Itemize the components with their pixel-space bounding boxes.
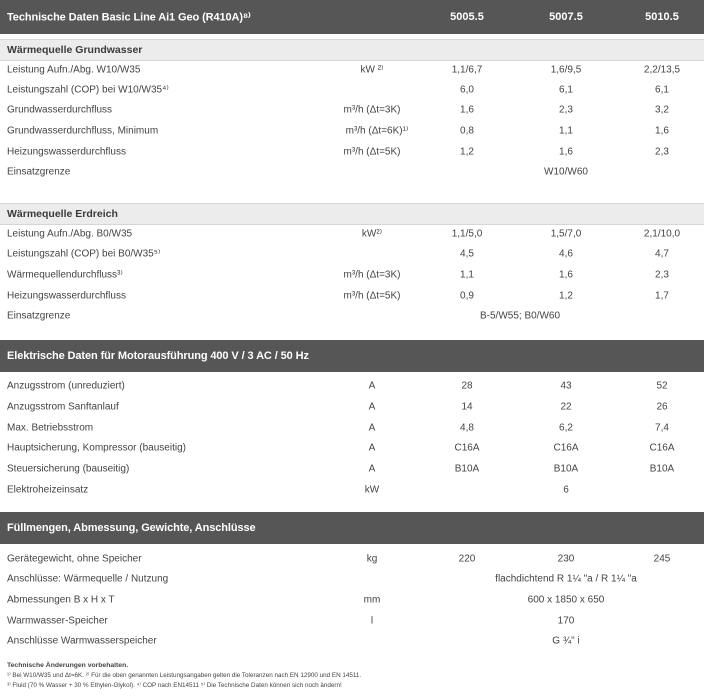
row-label: Wärmequellendurchfluss³⁾ (7, 269, 123, 281)
row-label: Heizungswasserdurchfluss (7, 146, 126, 158)
section-title: Füllmengen, Abmessung, Gewichte, Anschlüsse (7, 522, 256, 534)
table-row (0, 397, 704, 417)
table-row (0, 286, 704, 306)
value-5005: 1,1/6,7 (451, 64, 483, 76)
table-row (0, 611, 704, 631)
row-label: Leistung Aufn./Abg. B0/W35 (7, 228, 133, 240)
table-row (0, 244, 704, 264)
value-5007: 1,6/9,5 (550, 64, 582, 76)
row-label: Einsatzgrenze (7, 310, 71, 322)
value-5010: 245 (653, 553, 671, 565)
value-5010: B10A (649, 463, 675, 475)
table-row (0, 121, 704, 141)
value-5007: C16A (553, 442, 579, 454)
row-label: Abmessungen B x H x T (7, 594, 115, 606)
value-5005: 1,1/5,0 (451, 228, 483, 240)
value-5005: 4,5 (460, 248, 474, 260)
row-label: Leistungszahl (COP) bei B0/W35⁵⁾ (7, 248, 161, 260)
value-5005: B10A (454, 463, 480, 475)
row-unit: m³/h (Δt=3K) (343, 269, 401, 281)
value-5005: 1,6 (460, 104, 474, 116)
row-label: Steuersicherung (bauseitig) (7, 463, 130, 475)
table-header (0, 0, 704, 34)
merged-value: 6 (563, 484, 569, 496)
row-unit: A (368, 422, 376, 434)
value-5010: 1,6 (655, 125, 669, 137)
value-5005: 1,1 (460, 269, 474, 281)
row-unit: m³/h (Δt=3K) (343, 104, 401, 116)
row-label: Heizungswasserdurchfluss (7, 290, 126, 302)
value-5005: 220 (458, 553, 476, 565)
row-unit: A (368, 442, 376, 454)
footnote-line-2: ³⁾ Fluid (70 % Wasser + 30 % Ethylen-Glykol). ⁴⁾ COP nach EN14511 ⁵⁾ Die Technische Daten können sich noch ändern! (7, 682, 342, 689)
row-unit: l (370, 615, 374, 627)
value-5007: 1,5/7,0 (550, 228, 582, 240)
merged-value: W10/W60 (544, 166, 588, 178)
table-row (0, 60, 704, 80)
footnotes (7, 661, 697, 691)
value-5007: 4,6 (559, 248, 573, 260)
value-5007: 6,1 (559, 84, 573, 96)
row-label: Anschlüsse Warmwasserspeicher (7, 635, 157, 647)
row-label: Anzugsstrom (unreduziert) (7, 380, 125, 392)
value-5007: 22 (560, 401, 572, 413)
row-label: Anschlüsse: Wärmequelle / Nutzung (7, 573, 169, 585)
row-unit: kg (366, 553, 378, 565)
value-5007: 230 (557, 553, 575, 565)
merged-value: 170 (557, 615, 575, 627)
value-5007: 2,3 (559, 104, 573, 116)
row-label: Einsatzgrenze (7, 166, 71, 178)
value-5005: C16A (454, 442, 480, 454)
row-label: Max. Betriebsstrom (7, 422, 94, 434)
row-label: Grundwasserdurchfluss (7, 104, 113, 116)
row-unit: m³/h (Δt=5K) (343, 290, 401, 302)
row-unit: kW ²⁾ (360, 64, 384, 76)
value-5010: 1,7 (655, 290, 669, 302)
table-row (0, 549, 704, 569)
table-row (0, 265, 704, 285)
row-label: Leistungszahl (COP) bei W10/W35⁴⁾ (7, 84, 169, 96)
section-header-elektrisch (0, 340, 704, 372)
value-5007: 1,1 (559, 125, 573, 137)
value-5010: 2,1/10,0 (643, 228, 681, 240)
row-unit: mm (363, 594, 381, 606)
value-5005: 6,0 (460, 84, 474, 96)
value-5007: 43 (560, 380, 572, 392)
table-row (0, 376, 704, 396)
row-unit: kW²⁾ (361, 228, 383, 240)
row-label: Anzugsstrom Sanftanlauf (7, 401, 119, 413)
value-5010: 2,2/13,5 (643, 64, 681, 76)
row-unit: A (368, 401, 376, 413)
table-row (0, 306, 704, 326)
row-label: Hauptsicherung, Kompressor (bauseitig) (7, 442, 186, 454)
row-label: Gerätegewicht, ohne Speicher (7, 553, 142, 565)
section-header-fuellmengen (0, 512, 704, 544)
merged-value: 600 x 1850 x 650 (527, 594, 605, 606)
row-label: Leistung Aufn./Abg. W10/W35 (7, 64, 141, 76)
value-5010: 6,1 (655, 84, 669, 96)
table-row (0, 142, 704, 162)
merged-value: G ¾" i (552, 635, 580, 647)
table-row (0, 569, 704, 589)
footnote-line-1: ¹⁾ Bei W10/W35 und Δt=6K. ²⁾ Für die oben genannten Leistungsangaben gelten die Toleranzen nach EN 12900 und EN 14511. (7, 672, 362, 679)
value-5005: 14 (461, 401, 473, 413)
value-5010: 2,3 (655, 146, 669, 158)
row-label: Warmwasser-Speicher (7, 615, 108, 627)
value-5005: 0,9 (460, 290, 474, 302)
section-header-grundwasser (0, 39, 704, 61)
table-row (0, 100, 704, 120)
table-row (0, 438, 704, 458)
row-unit: A (368, 463, 376, 475)
value-5010: 4,7 (655, 248, 669, 260)
row-unit: A (368, 380, 376, 392)
section-title: Wärmequelle Grundwasser (7, 44, 143, 56)
value-5005: 28 (461, 380, 473, 392)
value-5007: 1,6 (559, 146, 573, 158)
row-unit: m³/h (Δt=6K)¹⁾ (345, 125, 409, 137)
merged-value: B-5/W55; B0/W60 (479, 310, 561, 322)
row-unit: m³/h (Δt=5K) (343, 146, 401, 158)
table-row (0, 418, 704, 438)
table-row (0, 480, 704, 500)
merged-value: flachdichtend R 1¼ "a / R 1¼ "a (495, 573, 637, 585)
value-5010: 3,2 (655, 104, 669, 116)
model-column-2: 5007.5 (549, 11, 583, 23)
footnote-heading: Technische Änderungen vorbehalten. (7, 662, 129, 669)
value-5005: 1,2 (460, 146, 474, 158)
value-5005: 0,8 (460, 125, 474, 137)
table-row (0, 590, 704, 610)
table-row (0, 80, 704, 100)
value-5005: 4,8 (460, 422, 474, 434)
value-5007: 1,6 (559, 269, 573, 281)
row-unit: kW (364, 484, 380, 496)
table-row (0, 459, 704, 479)
table-row (0, 631, 704, 651)
value-5010: 7,4 (655, 422, 669, 434)
section-title: Elektrische Daten für Motorausführung 400 V / 3 AC / 50 Hz (7, 350, 309, 362)
section-title: Wärmequelle Erdreich (7, 208, 118, 220)
value-5007: B10A (553, 463, 579, 475)
table-title: Technische Daten Basic Line Ai1 Geo (R410A)⁸⁾ (7, 11, 251, 24)
value-5010: 2,3 (655, 269, 669, 281)
section-header-erdreich (0, 203, 704, 225)
value-5010: C16A (649, 442, 675, 454)
value-5010: 26 (656, 401, 668, 413)
value-5010: 52 (656, 380, 668, 392)
table-row (0, 162, 704, 182)
model-column-3: 5010.5 (645, 11, 679, 23)
row-label: Grundwasserdurchfluss, Minimum (7, 125, 159, 137)
value-5007: 1,2 (559, 290, 573, 302)
table-row (0, 224, 704, 244)
model-column-1: 5005.5 (450, 11, 484, 23)
row-label: Elektroheizeinsatz (7, 484, 89, 496)
value-5007: 6,2 (559, 422, 573, 434)
